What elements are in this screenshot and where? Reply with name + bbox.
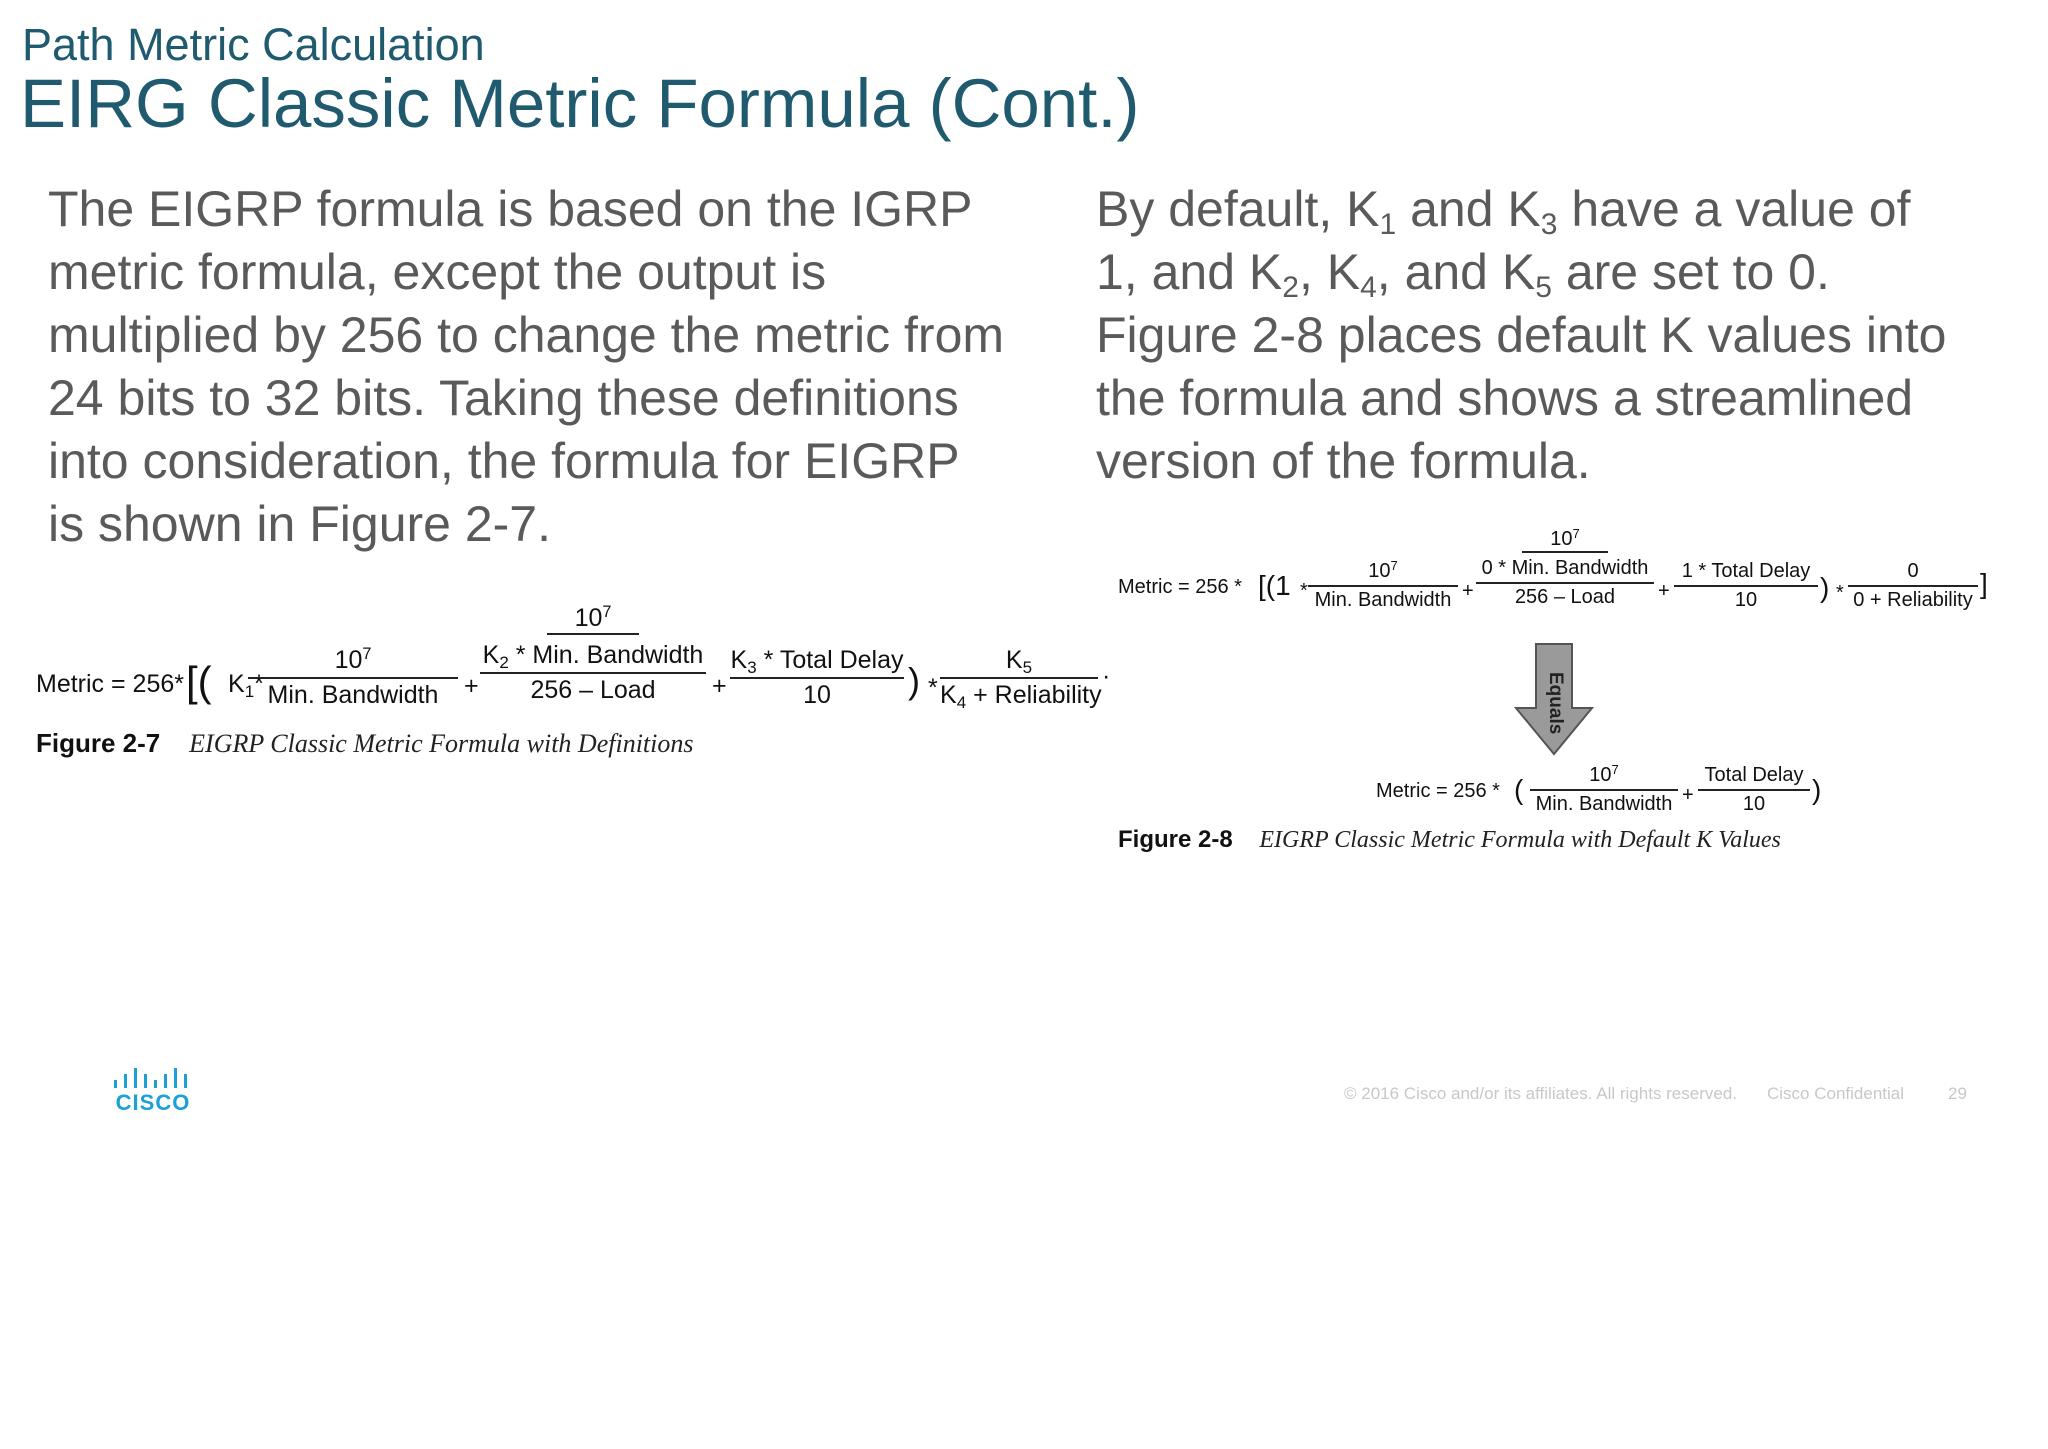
fig8-star-2: * (1836, 582, 1844, 604)
fig8-simple-frac-bandwidth: $10^7$ Min. Bandwidth (1530, 764, 1678, 816)
fig7-frac-bandwidth: $10^7$ Min. Bandwidth (248, 646, 458, 710)
fig8-frac-delay: 1 * Total Delay 10 (1674, 560, 1818, 612)
left-line: 24 bits to 32 bits. Taking these definitions (48, 370, 959, 426)
fig8-paren-close: ) (1812, 774, 1822, 805)
fig7-plus-2: + (712, 672, 727, 700)
left-line: The EIGRP formula is based on the IGRP (48, 181, 973, 237)
right-line: version of the formula. (1096, 433, 1591, 489)
cisco-logo (112, 1068, 194, 1118)
fig8-plus-2: + (1658, 580, 1670, 602)
equals-label: Equals (1545, 672, 1566, 735)
fig8-frac-reliability: 0 0 + Reliability (1848, 560, 1978, 612)
figure-2-8 (1118, 524, 1988, 864)
fig7-bracket-open: [( (186, 658, 212, 705)
fig8-paren-open: ( (1514, 774, 1524, 805)
fig7-caption: Figure 2-7 EIGRP Classic Metric Formula with Definitions (36, 728, 694, 758)
fig7-plus: + (464, 672, 479, 700)
fig7-star: * (928, 674, 938, 702)
fig8-simple-plus: + (1682, 784, 1694, 806)
left-line: metric formula, except the output is (48, 244, 827, 300)
left-paragraph (48, 178, 1058, 556)
footer-confidential: Cisco Confidential (1767, 1084, 1905, 1103)
figure-2-7 (36, 600, 1111, 770)
right-line: By default, $K_1$ and $K_3$ have a value of (1096, 181, 1911, 241)
page-number: 29 (1948, 1084, 1967, 1103)
fig7-frac-reliability: $K_5$ $K_4$ + Reliability (940, 646, 1102, 713)
slide-title: EIRG Classic Metric Formula (Cont.) (20, 65, 1140, 142)
fig8-close: ) (1820, 572, 1830, 603)
left-line: is shown in Figure 2-7. (48, 496, 552, 552)
fig8-bracket-close: ] (1980, 568, 1988, 599)
fig7-frac-load: $10^7$ $K_2$ * Min. Bandwidth 256 – Load (480, 604, 706, 705)
right-line: the formula and shows a streamlined (1096, 370, 1914, 426)
fig7-close: ) (908, 660, 920, 701)
fig8-caption: Figure 2-8 EIGRP Classic Metric Formula with Default K Values (1118, 826, 1781, 853)
fig7-lhs: Metric = 256* (36, 670, 184, 698)
fig8-lhs: Metric = 256 * (1118, 576, 1242, 598)
fig7-tail: · (1102, 662, 1111, 690)
fig8-simple-lhs: Metric = 256 * (1376, 780, 1500, 802)
fig8-frac-load: $10^7$ 0 * Min. Bandwidth 256 – Load (1476, 528, 1654, 609)
footer-copyright: © 2016 Cisco and/or its affiliates. All rights reserved. (1344, 1084, 1738, 1103)
right-paragraph (1096, 178, 2026, 493)
fig8-plus: + (1462, 580, 1474, 602)
section-subtitle: Path Metric Calculation (22, 19, 485, 70)
fig7-k1: $K_1*$ (228, 670, 264, 702)
fig8-star: * (1300, 580, 1308, 602)
left-line: into consideration, the formula for EIGRP (48, 433, 960, 489)
cisco-bars-icon (112, 1068, 194, 1090)
right-line: Figure 2-8 places default K values into (1096, 307, 1947, 363)
fig7-frac-delay: $K_3$ * Total Delay 10 (730, 646, 904, 709)
fig8-frac-bandwidth: $10^7$ Min. Bandwidth (1308, 560, 1458, 612)
fig8-bracket-open: [(1 (1258, 570, 1291, 601)
cisco-wordmark: CISCO (115, 1090, 191, 1115)
right-line: 1, and $K_2$, $K_4$, and $K_5$ are set to 0. (1096, 244, 1830, 304)
fig8-simple-frac-delay: Total Delay 10 (1698, 764, 1810, 816)
left-line: multiplied by 256 to change the metric from (48, 307, 1005, 363)
